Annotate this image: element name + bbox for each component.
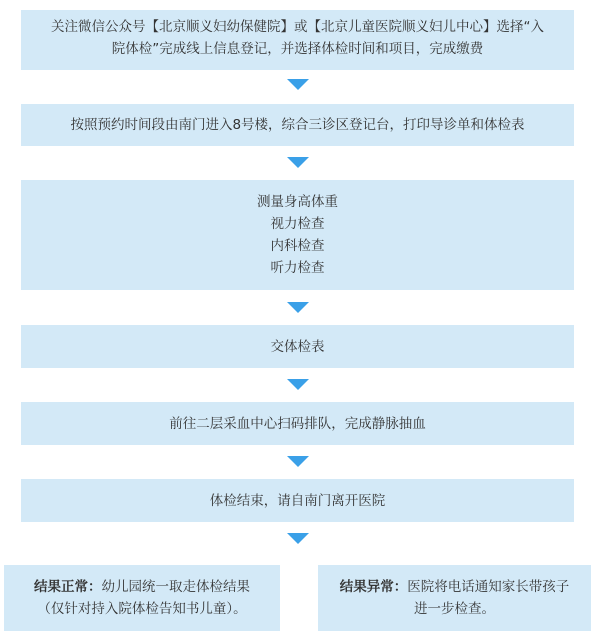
result-abnormal-label: 结果异常： (339, 579, 408, 595)
result-normal-line-1 (34, 576, 250, 598)
step-1-line-1: 关注微信公众号【北京顺义妇幼保健院】或【北京儿童医院顺义妇儿中心】选择“入 (51, 19, 544, 35)
step-1-box (21, 10, 574, 70)
result-normal-text-1: 幼儿园统一取走体检结果 (101, 579, 250, 595)
result-normal-box (4, 565, 280, 631)
step-3-item-height-weight: 测量身高体重 (257, 194, 338, 210)
step-6-box (21, 479, 574, 522)
step-3-item-hearing: 听力检查 (270, 260, 325, 276)
result-abnormal-box (318, 565, 591, 631)
down-arrow-icon (287, 79, 309, 90)
step-5-box (21, 402, 574, 445)
step-2-text: 按照预约时间段由南门进入8号楼，综合三诊区登记台，打印导诊单和体检表 (70, 117, 525, 133)
step-6-text: 体检结束，请自南门离开医院 (209, 492, 386, 509)
down-arrow-icon (287, 456, 309, 467)
down-arrow-icon (287, 533, 309, 544)
down-arrow-icon (287, 157, 309, 168)
step-1-line-2: 院体检”完成线上信息登记，并选择体检时间和项目，完成缴费 (111, 41, 484, 57)
step-3-box (21, 180, 574, 290)
result-normal-label: 结果正常： (34, 579, 102, 595)
result-abnormal-text-1: 医院将电话通知家长带孩子 (407, 579, 570, 595)
down-arrow-icon (287, 379, 309, 390)
step-2-box (21, 104, 574, 146)
step-4-text: 交体检表 (270, 338, 325, 355)
result-normal-text-2: （仅针对持入院体检告知书儿童）。 (37, 601, 247, 617)
step-5-text: 前往二层采血中心扫码排队，完成静脉抽血 (169, 415, 426, 432)
step-3-item-vision: 视力检查 (270, 216, 325, 232)
down-arrow-icon (287, 302, 309, 313)
step-4-box (21, 325, 574, 368)
step-3-item-internal: 内科检查 (270, 238, 325, 254)
result-abnormal-line-1 (340, 576, 570, 598)
result-abnormal-text-2: 进一步检查。 (414, 601, 495, 617)
